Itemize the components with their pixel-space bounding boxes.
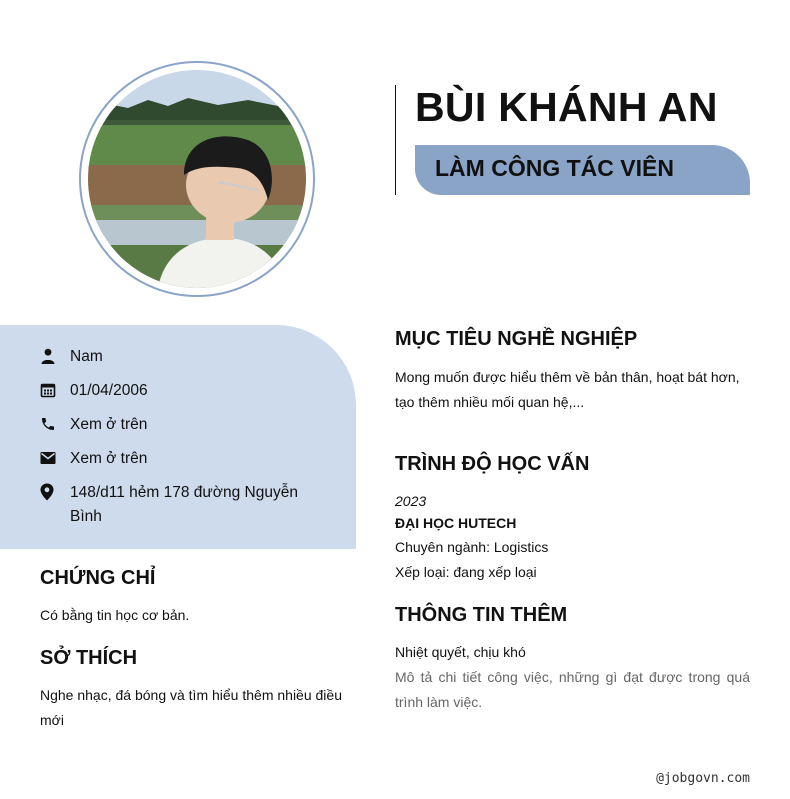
extra-info-heading: THÔNG TIN THÊM	[395, 604, 568, 626]
phone-icon	[40, 413, 70, 435]
watermark: @jobgovn.com	[656, 771, 750, 786]
objective-text: Mong muốn được hiểu thêm về bản thân, hoạt bát hơn, tạo thêm nhiều mối quan hệ,...	[395, 369, 740, 410]
education-year: 2023	[395, 493, 427, 509]
mail-icon	[40, 447, 70, 469]
email-text: Xem ở trên	[70, 450, 148, 467]
birthday-text: 01/04/2006	[70, 382, 148, 399]
extra-info-description: Mô tả chi tiết công việc, những gì đạt được trong quá trình làm việc.	[395, 669, 750, 710]
hobbies-text: Nghe nhạc, đá bóng và tìm hiểu thêm nhiều điều mới	[40, 687, 342, 728]
contact-panel	[0, 325, 356, 549]
phone-text: Xem ở trên	[70, 416, 148, 433]
calendar-icon	[40, 379, 70, 401]
education-school: ĐẠI HỌC HUTECH	[395, 515, 517, 531]
contact-email	[40, 447, 330, 471]
contact-phone	[40, 413, 330, 437]
candidate-role: LÀM CÔNG TÁC VIÊN	[435, 155, 674, 181]
hobbies-heading: SỞ THÍCH	[40, 647, 138, 669]
certificates-text: Có bằng tin học cơ bản.	[40, 607, 190, 623]
role-banner	[415, 145, 750, 195]
objective-heading: MỤC TIÊU NGHỀ NGHIỆP	[395, 328, 638, 350]
extra-info-text: Nhiệt quyết, chịu khó	[395, 644, 526, 660]
gender-text: Nam	[70, 348, 103, 365]
contact-gender	[40, 345, 330, 369]
name-divider	[395, 85, 396, 195]
location-pin-icon	[40, 481, 70, 503]
candidate-name: BÙI KHÁNH AN	[415, 84, 718, 130]
certificates-heading: CHỨNG CHỈ	[40, 567, 156, 589]
education-major: Chuyên ngành: Logistics	[395, 539, 549, 555]
education-heading: TRÌNH ĐỘ HỌC VẤN	[395, 453, 590, 475]
address-text: 148/d11 hẻm 178 đường Nguyễn Bình	[70, 484, 298, 525]
contact-address	[40, 481, 330, 529]
contact-birthday	[40, 379, 330, 403]
person-icon	[40, 345, 70, 367]
education-rank: Xếp loại: đang xếp loại	[395, 564, 537, 580]
avatar-photo	[88, 70, 306, 288]
